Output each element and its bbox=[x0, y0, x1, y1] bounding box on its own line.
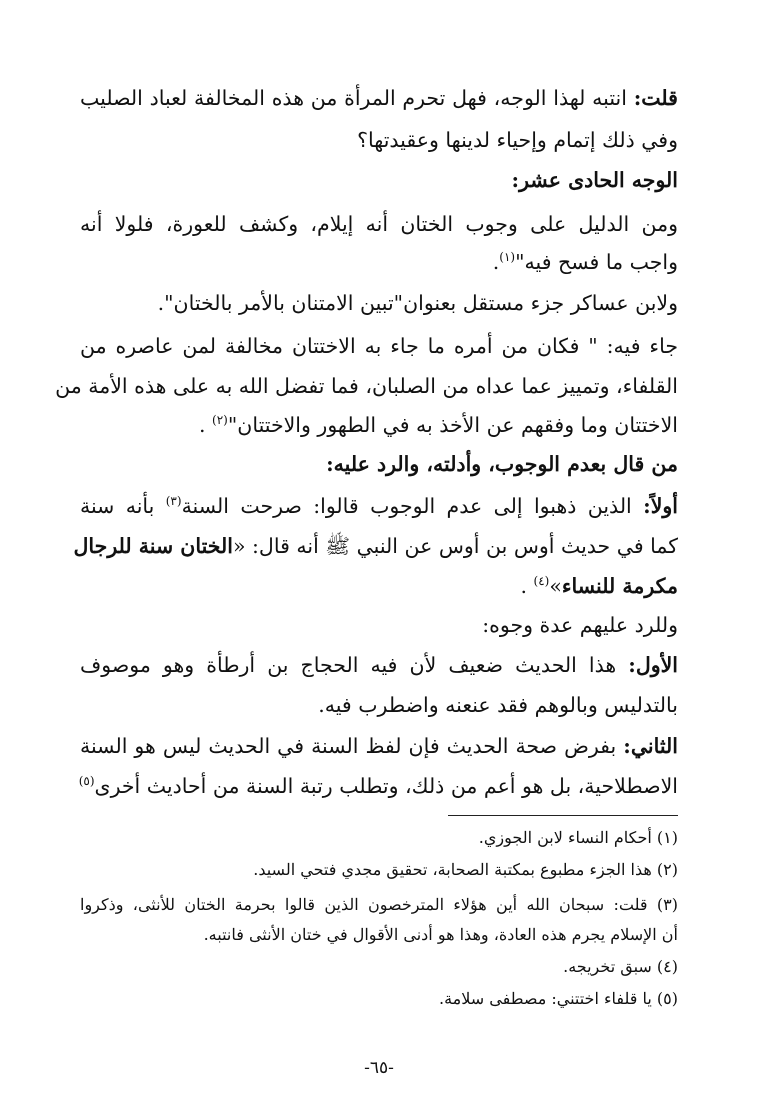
body-line-1 bbox=[80, 83, 678, 113]
body-line-9 bbox=[80, 410, 678, 440]
body-line-5 bbox=[80, 247, 678, 277]
label-first: أولاً: bbox=[643, 494, 678, 518]
footnote-4: (٤) سبق تخريجه. bbox=[563, 957, 678, 976]
quote-close: » bbox=[549, 574, 562, 598]
line-end: . bbox=[520, 574, 534, 598]
footnote-3-line-1: (٣) قلت: سبحان الله أين هؤلاء المترخصون الذين قالوا بحرمة الختان للأنثى، وذكروا bbox=[80, 895, 678, 914]
footnote-ref-4: (٤) bbox=[533, 574, 550, 589]
line-text: واجب ما فسح فيه" bbox=[515, 250, 678, 274]
body-line-17 bbox=[80, 731, 678, 761]
footnote-3-line-2: أن الإسلام يجرم هذه العادة، وهذا هو أدنى الأقوال في ختان الأنثى فانتبه. bbox=[203, 925, 678, 944]
body-line-8: القلفاء، وتمييز عما عداه من الصلبان، فما تفضل الله به على هذه الأمة من bbox=[55, 374, 678, 398]
line-text: انتبه لهذا الوجه، فهل تحرم المرأة من هذه المخالفة لعباد الصليب bbox=[80, 86, 634, 110]
line-text: بفرض صحة الحديث فإن لفظ السنة في الحديث ليس هو السنة bbox=[80, 734, 624, 758]
label-qultu: قلت: bbox=[633, 86, 678, 110]
label-second-reply: الثاني: bbox=[623, 734, 678, 758]
line-text: الذين ذهبوا إلى عدم الوجوب قالوا: صرحت السنة bbox=[181, 494, 644, 518]
hadith-quote: مكرمة للنساء bbox=[561, 574, 678, 598]
body-line-18 bbox=[80, 771, 678, 801]
line-text: هذا الحديث ضعيف لأن فيه الحجاج بن أرطأة وهو موصوف bbox=[80, 653, 629, 677]
body-line-12 bbox=[73, 531, 678, 561]
footnote-separator bbox=[448, 815, 678, 816]
page-number: -٦٥- bbox=[364, 1058, 394, 1078]
body-line-15 bbox=[80, 650, 678, 680]
line-end: . bbox=[492, 250, 500, 274]
body-line-16: بالتدليس وبالوهم فقد عنعنه واضطرب فيه. bbox=[318, 693, 678, 717]
section-heading-non-obligation: من قال بعدم الوجوب، وأدلته، والرد عليه: bbox=[326, 452, 678, 476]
body-line-14: وللرد عليهم عدة وجوه: bbox=[482, 613, 678, 637]
footnote-ref-2: (٢) bbox=[212, 413, 228, 428]
body-line-4: ومن الدليل على وجوب الختان أنه إيلام، وكشف للعورة، فلولا أنه bbox=[80, 212, 678, 236]
line-text: بأنه سنة bbox=[80, 494, 166, 518]
footnote-5: (٥) يا قلفاء اختتني: مصطفى سلامة. bbox=[438, 989, 678, 1008]
body-line-13 bbox=[80, 571, 678, 601]
body-line-6: ولابن عساكر جزء مستقل بعنوان"تبين الامتنان بالأمر بالختان". bbox=[157, 291, 678, 315]
body-line-2: وفي ذلك إتمام وإحياء لدينها وعقيدتها؟ bbox=[357, 128, 678, 152]
body-line-11 bbox=[80, 491, 678, 521]
footnote-2: (٢) هذا الجزء مطبوع بمكتبة الصحابة، تحقيق مجدي فتحي السيد. bbox=[253, 860, 678, 879]
footnote-1: (١) أحكام النساء لابن الجوزي. bbox=[478, 828, 678, 847]
line-end: . bbox=[198, 413, 213, 437]
label-first-reply: الأول: bbox=[628, 653, 678, 677]
line-text: الاختتان وما وفقهم عن الأخذ به في الطهور والاختتان" bbox=[227, 413, 678, 437]
line-text: الاصطلاحية، بل هو أعم من ذلك، وتطلب رتبة السنة من أحاديث أخرى bbox=[94, 774, 678, 798]
footnote-ref-1: (١) bbox=[499, 250, 516, 265]
body-line-7: جاء فيه: " فكان من أمره ما جاء به الاختتان مخالفة لمن عاصره من bbox=[80, 334, 678, 358]
section-heading-eleventh: الوجه الحادى عشر: bbox=[511, 168, 678, 192]
footnote-ref-5: (٥) bbox=[78, 774, 95, 789]
hadith-quote: الختان سنة للرجال bbox=[73, 534, 233, 558]
line-text: كما في حديث أوس بن أوس عن النبي ﷺ أنه قال: « bbox=[232, 534, 678, 558]
footnote-ref-3: (٣) bbox=[165, 494, 182, 509]
